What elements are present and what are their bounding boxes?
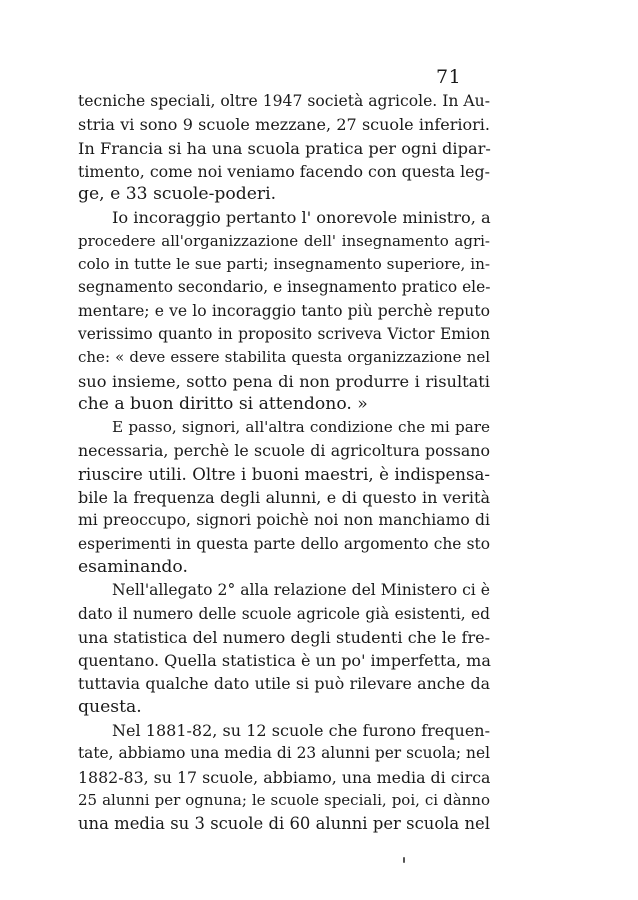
text-line: riuscire utili. Oltre i buoni maestri, è indispensa- [78,464,490,484]
text-line: verissimo quanto in proposito scriveva Victor Emion [78,324,490,343]
text-line: mentare; e ve lo incoraggio tanto più perchè reputo [78,301,490,320]
print-speck [403,857,405,863]
text-line: che: « deve essere stabilita questa organizzazione nel [78,348,490,367]
text-line: timento, come noi veniamo facendo con questa leg- [78,161,490,181]
text-line: Io incoraggio pertanto l' onorevole ministro, a [112,208,491,228]
text-line: In Francia si ha una scuola pratica per ogni dipar- [78,138,491,158]
text-line: 25 alunni per ognuna; le scuole speciali, poi, ci dànno [78,790,490,809]
text-line: necessaria, perchè le scuole di agricoltura possano [78,441,490,461]
text-line: E passo, signori, all'altra condizione che mi pare [112,418,490,437]
text-line: esaminando. [78,556,188,577]
text-line: 1882-83, su 17 scuole, abbiamo, una media di circa [78,767,491,787]
text-line: procedere all'organizzazione dell' insegnamento agri- [78,231,490,250]
text-line: dato il numero delle scuole agricole già esistenti, ed [78,604,490,623]
text-line: stria vi sono 9 scuole mezzane, 27 scuole inferiori. [78,115,490,135]
text-line: tate, abbiamo una media di 23 alunni per scuola; nel [78,744,490,763]
text-line: quentano. Quella statistica è un po' imperfetta, ma [78,651,491,671]
text-line: suo insieme, sotto pena di non produrre i risultati [78,371,490,391]
text-line: una statistica del numero degli studenti che le fre- [78,627,490,647]
text-line: tuttavia qualche dato utile si può rilevare anche da [78,674,490,694]
page-number: 71 [436,66,462,88]
text-line: segnamento secondario, e insegnamento pratico ele- [78,278,491,297]
text-line: bile la frequenza degli alunni, e di questo in verità [78,488,490,508]
text-line: tecniche speciali, oltre 1947 società agricole. In Au- [78,92,490,110]
body-text [78,90,490,836]
text-line: Nel 1881-82, su 12 scuole che furono frequen- [112,721,490,741]
text-line: che a buon diritto si attendono. » [78,393,368,414]
text-line: questa. [78,696,142,717]
text-line: esperimenti in questa parte dello argomento che sto [78,534,490,553]
text-line: mi preoccupo, signori poichè noi non manchiamo di [78,511,490,530]
text-line: Nell'allegato 2° alla relazione del Ministero ci è [112,581,490,600]
text-line: ge, e 33 scuole-poderi. [78,184,277,205]
text-line: colo in tutte le sue parti; insegnamento superiore, in- [78,255,490,274]
text-line: una media su 3 scuole di 60 alunni per scuola nel [78,814,490,834]
